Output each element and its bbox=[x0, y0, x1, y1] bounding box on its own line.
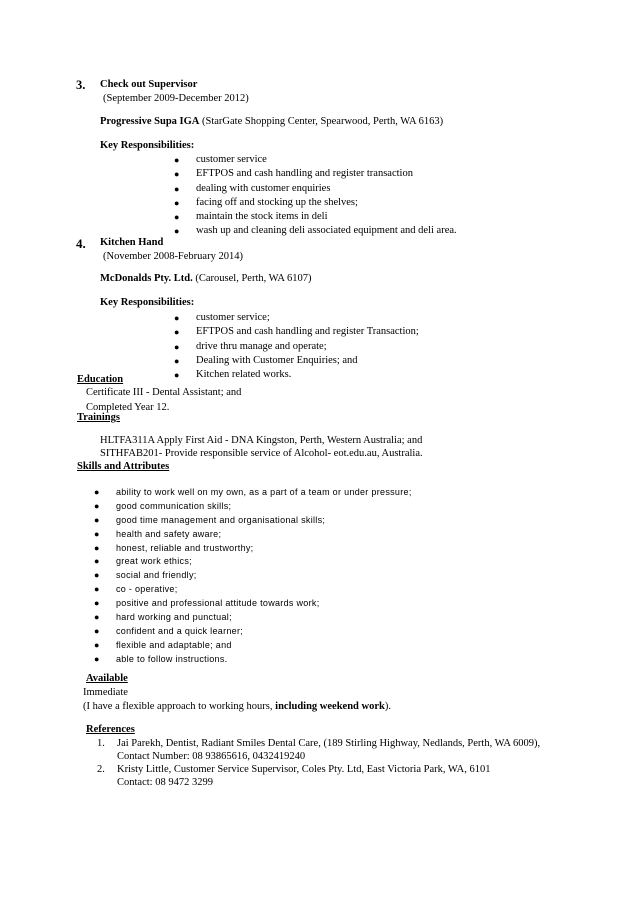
bullet-icon: ● bbox=[174, 327, 180, 338]
list-item: ● good time management and organisational skills; bbox=[94, 514, 412, 528]
list-item: ● positive and professional attitude towards work; bbox=[94, 597, 412, 611]
bullet-icon: ● bbox=[94, 639, 100, 650]
list-item: ● facing off and stocking up the shelves; bbox=[174, 196, 457, 210]
reference-contact: Contact: 08 9472 3299 bbox=[117, 777, 213, 788]
bullet-icon: ● bbox=[174, 197, 180, 208]
job-location: (StarGate Shopping Center, Spearwood, Perth, WA 6163) bbox=[202, 116, 444, 127]
list-item: ● customer service; bbox=[174, 311, 419, 325]
skills-heading: Skills and Attributes bbox=[77, 461, 170, 472]
list-item: ● flexible and adaptable; and bbox=[94, 639, 412, 653]
bullet-icon: ● bbox=[94, 514, 100, 525]
trainings-heading: Trainings bbox=[77, 412, 120, 423]
bullet-icon: ● bbox=[94, 528, 100, 539]
list-item: ● maintain the stock items in deli bbox=[174, 210, 457, 224]
bullet-icon: ● bbox=[94, 612, 100, 623]
reference-contact: Contact Number: 08 93865616, 0432419240 bbox=[117, 751, 306, 762]
bullet-icon: ● bbox=[94, 556, 100, 567]
job-dates: (September 2009-December 2012) bbox=[103, 93, 249, 104]
list-item: ● drive thru manage and operate; bbox=[174, 340, 419, 354]
job-location: (Carousel, Perth, WA 6107) bbox=[195, 273, 312, 284]
bullet-icon: ● bbox=[94, 487, 100, 497]
list-item: ● honest, reliable and trustworthy; bbox=[94, 542, 412, 556]
list-item: ● co - operative; bbox=[94, 583, 412, 597]
list-item: ● dealing with customer enquiries bbox=[174, 182, 457, 196]
responsibilities-list bbox=[174, 153, 457, 239]
job-number: 3. bbox=[76, 78, 86, 92]
job-employer-line bbox=[100, 116, 443, 127]
bullet-icon: ● bbox=[94, 653, 100, 664]
education-line: Completed Year 12. bbox=[86, 402, 170, 413]
job-number: 4. bbox=[76, 236, 86, 251]
skills-list bbox=[94, 486, 412, 667]
list-item: ● Kitchen related works. bbox=[174, 368, 419, 382]
job-employer: Progressive Supa IGA bbox=[100, 116, 200, 127]
bullet-icon: ● bbox=[174, 155, 180, 165]
available-note: (I have a flexible approach to working hours, including weekend work). bbox=[83, 701, 391, 712]
job-employer-line bbox=[100, 273, 312, 284]
bullet-icon: ● bbox=[94, 598, 100, 609]
bullet-icon: ● bbox=[94, 570, 100, 581]
list-item: ● wash up and cleaning deli associated equipment and deli area. bbox=[174, 224, 457, 238]
list-item: ● good communication skills; bbox=[94, 500, 412, 514]
available-heading: Available bbox=[86, 673, 128, 684]
job-employer: McDonalds Pty. Ltd. bbox=[100, 273, 193, 284]
bullet-icon: ● bbox=[174, 226, 180, 237]
job-title: Check out Supervisor bbox=[100, 79, 198, 90]
list-item: ● customer service bbox=[174, 153, 457, 167]
list-item: ● ability to work well on my own, as a part of a team or under pressure; bbox=[94, 486, 412, 500]
list-item: ● EFTPOS and cash handling and register Transaction; bbox=[174, 325, 419, 339]
bullet-icon: ● bbox=[174, 370, 180, 381]
reference-line: Jai Parekh, Dentist, Radiant Smiles Dental Care, (189 Stirling Highway, Nedlands, Perth, WA 6009), bbox=[117, 738, 541, 749]
bullet-icon: ● bbox=[174, 313, 180, 323]
training-line: SITHFAB201- Provide responsible service of Alcohol- eot.edu.au, Australia. bbox=[100, 448, 423, 459]
bullet-icon: ● bbox=[94, 500, 100, 511]
responsibilities-heading: Key Responsibilities: bbox=[100, 140, 195, 151]
list-item: ● social and friendly; bbox=[94, 569, 412, 583]
bullet-icon: ● bbox=[174, 183, 180, 194]
bullet-icon: ● bbox=[94, 584, 100, 595]
job-dates: (November 2008-February 2014) bbox=[103, 251, 243, 262]
bullet-icon: ● bbox=[94, 542, 100, 553]
responsibilities-list bbox=[174, 311, 419, 382]
bullet-icon: ● bbox=[174, 169, 180, 180]
bullet-icon: ● bbox=[174, 355, 180, 366]
education-line: Certificate III - Dental Assistant; and bbox=[86, 387, 242, 398]
references-heading: References bbox=[86, 724, 135, 735]
reference-line: Kristy Little, Customer Service Supervisor, Coles Pty. Ltd, East Victoria Park, WA, 6101 bbox=[117, 764, 491, 775]
training-line: HLTFA311A Apply First Aid - DNA Kingston, Perth, Western Australia; and bbox=[100, 435, 423, 446]
list-item: ● health and safety aware; bbox=[94, 528, 412, 542]
list-item: ● EFTPOS and cash handling and register transaction bbox=[174, 167, 457, 181]
reference-number: 2. bbox=[97, 764, 105, 775]
available-line: Immediate bbox=[83, 687, 128, 698]
list-item: ● Dealing with Customer Enquiries; and bbox=[174, 354, 419, 368]
list-item: ● able to follow instructions. bbox=[94, 653, 412, 667]
reference-number: 1. bbox=[97, 738, 105, 749]
bullet-icon: ● bbox=[94, 625, 100, 636]
bullet-icon: ● bbox=[174, 341, 180, 352]
job-title: Kitchen Hand bbox=[100, 237, 164, 248]
list-item: ● confident and a quick learner; bbox=[94, 625, 412, 639]
bullet-icon: ● bbox=[174, 212, 180, 223]
list-item: ● great work ethics; bbox=[94, 555, 412, 569]
list-item: ● hard working and punctual; bbox=[94, 611, 412, 625]
education-heading: Education bbox=[77, 374, 124, 385]
responsibilities-heading: Key Responsibilities: bbox=[100, 297, 195, 308]
